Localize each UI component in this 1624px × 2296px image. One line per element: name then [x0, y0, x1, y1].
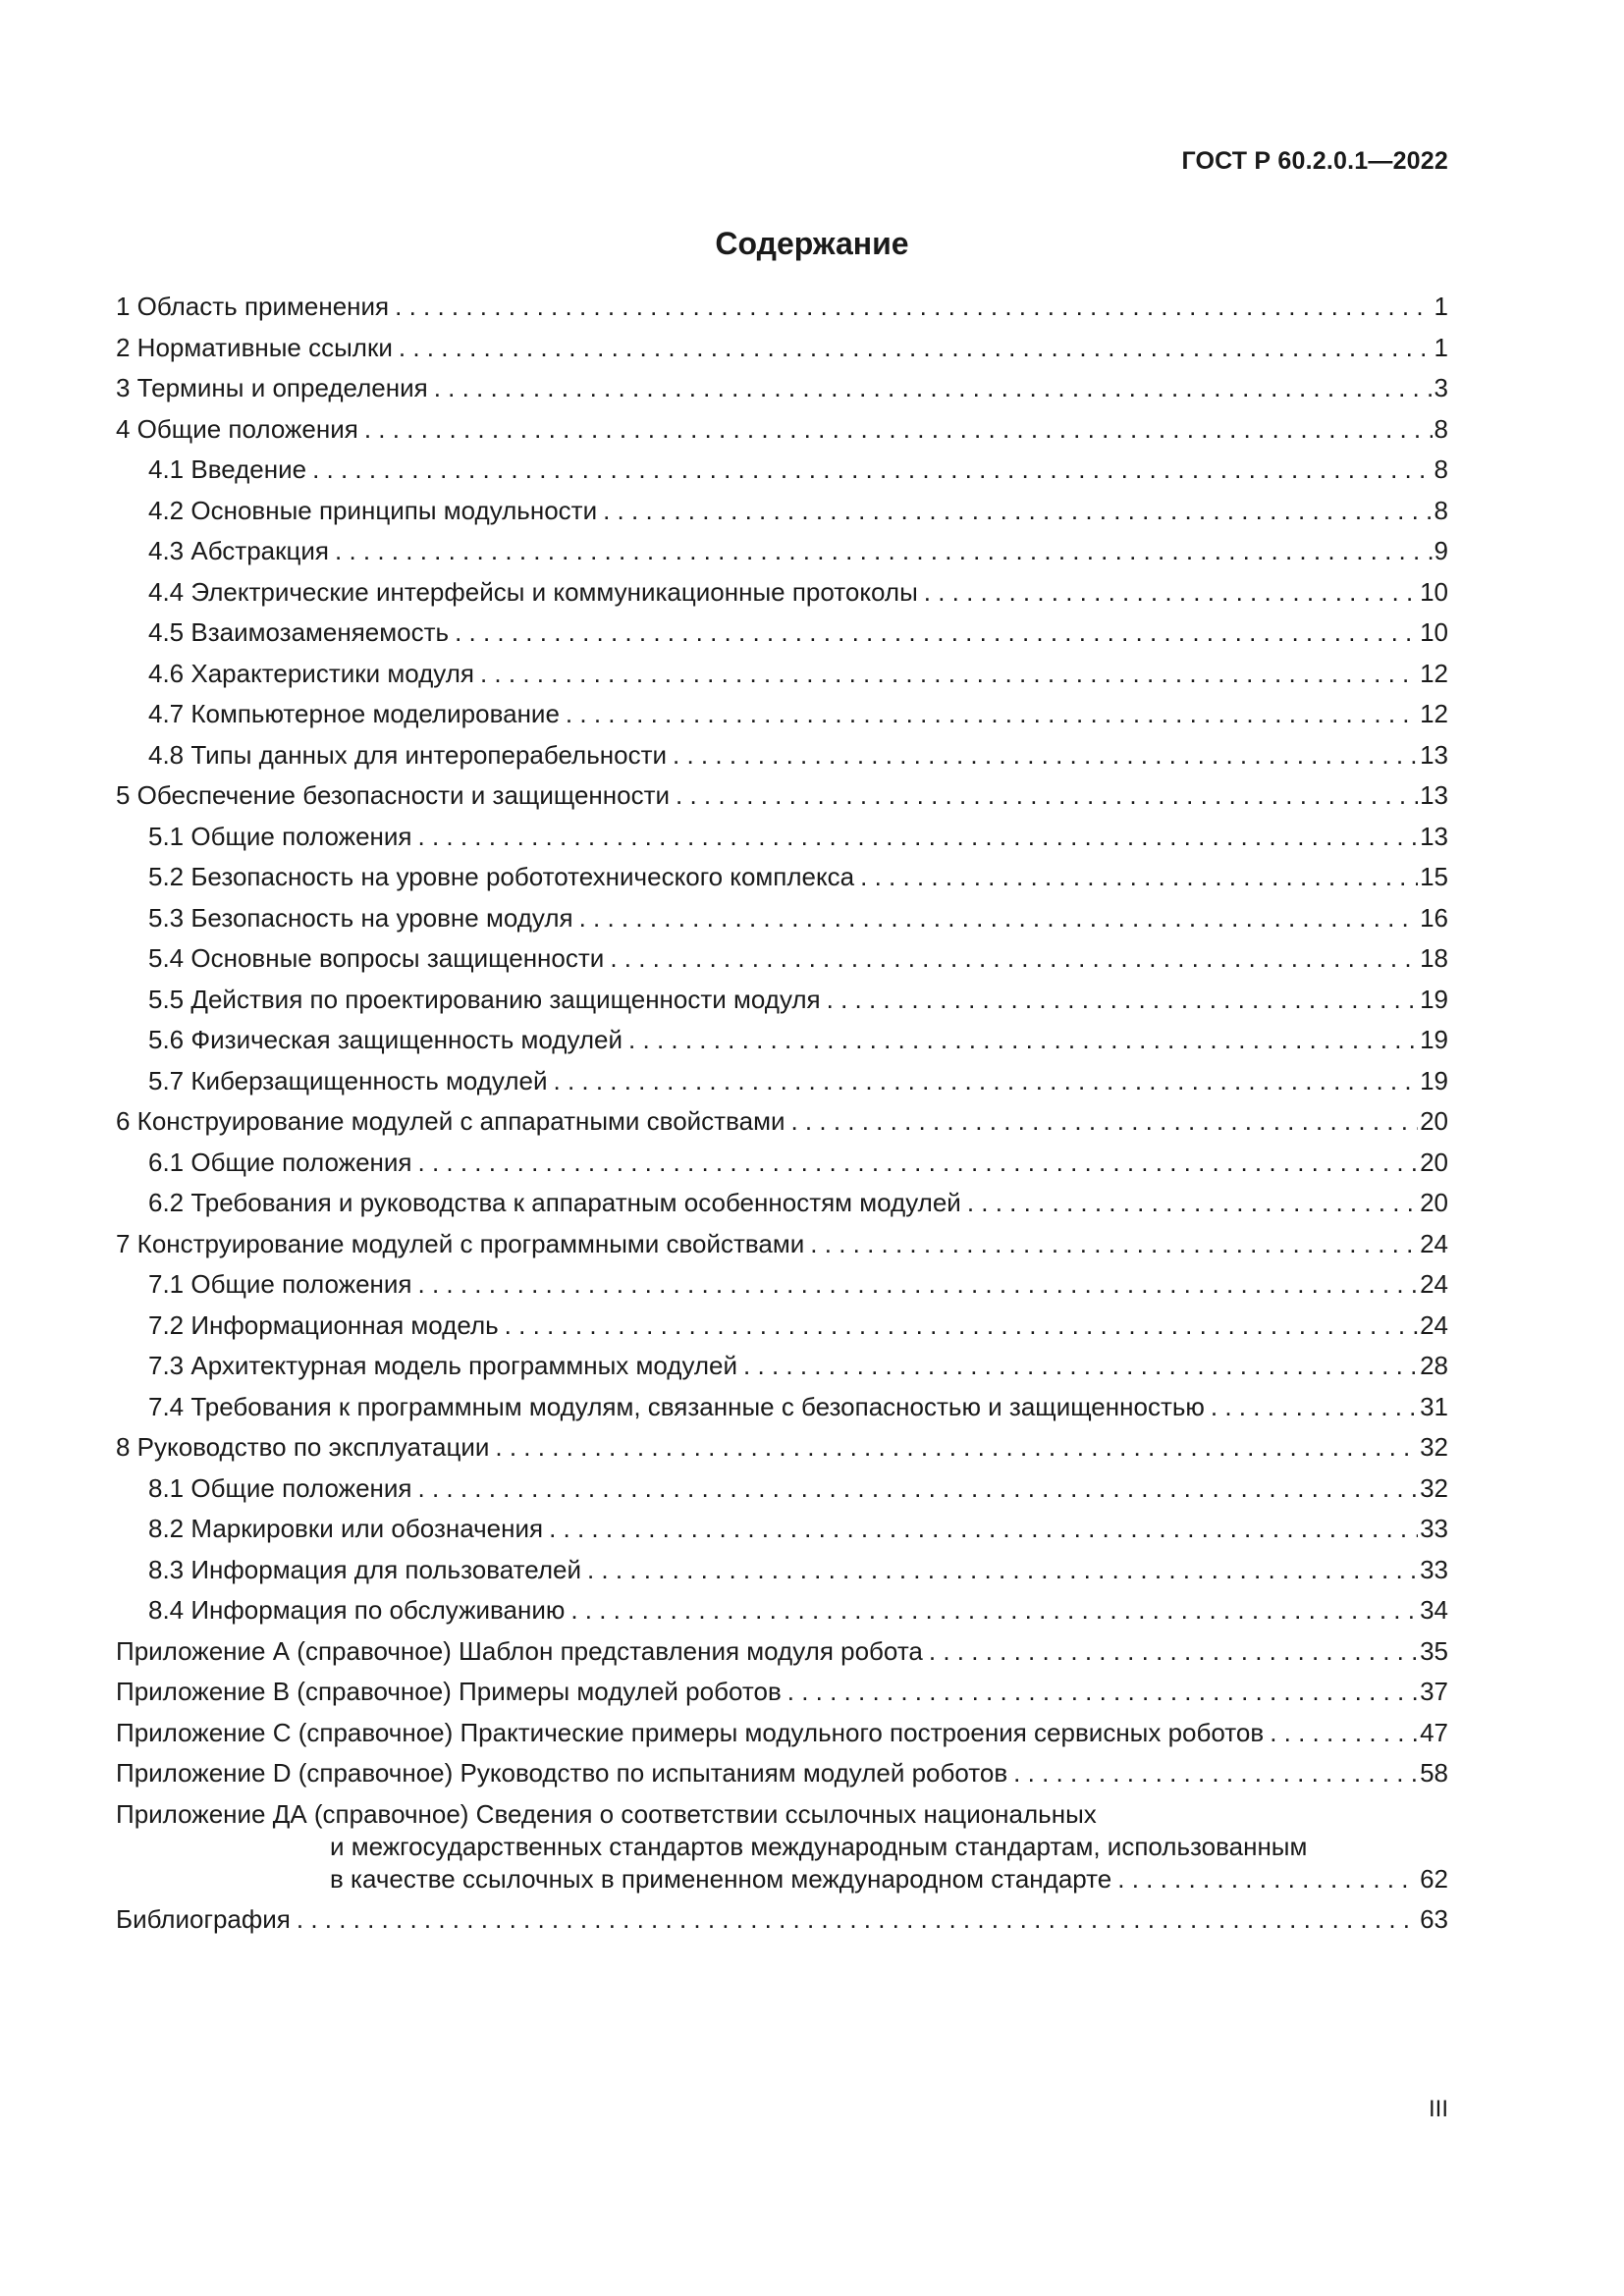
dot-leader — [418, 817, 1419, 858]
dot-leader — [566, 694, 1418, 735]
toc-entry[interactable] — [116, 1346, 1448, 1387]
toc-entry[interactable] — [116, 898, 1448, 939]
toc-entry-text: Приложение В (справочное) Примеры модулей роботов — [116, 1677, 782, 1706]
dot-leader — [810, 1224, 1418, 1265]
dot-leader — [929, 1631, 1418, 1673]
toc-page-number: 34 — [1420, 1595, 1448, 1625]
dot-leader — [827, 980, 1418, 1021]
toc-entry[interactable] — [116, 1143, 1448, 1184]
toc-page-number: 12 — [1420, 699, 1448, 728]
toc-page-number: 13 — [1420, 821, 1448, 851]
dot-leader — [967, 1183, 1418, 1224]
toc-entry-appendix-da[interactable] — [116, 1794, 1448, 1899]
dot-leader — [860, 857, 1418, 898]
toc-entry[interactable] — [116, 613, 1448, 654]
toc-entry[interactable] — [116, 694, 1448, 735]
toc-entry-text: 5.5 Действия по проектированию защищенности модуля — [148, 984, 821, 1014]
toc-entry-text: 6.1 Общие положения — [148, 1147, 412, 1177]
dot-leader — [579, 898, 1418, 939]
toc-page-number: 13 — [1420, 739, 1448, 770]
dot-leader — [1117, 1863, 1418, 1896]
toc-entry-text: 7.3 Архитектурная модель программных модулей — [148, 1351, 738, 1380]
toc-entry[interactable] — [116, 980, 1448, 1021]
dot-leader — [610, 938, 1418, 980]
toc-page-number: 24 — [1420, 1309, 1448, 1340]
toc-entry-text: 7.1 Общие положения — [148, 1269, 412, 1299]
toc-entry[interactable] — [116, 1061, 1448, 1102]
toc-entry-text: и межгосударственных стандартов международным стандартам, использованным — [330, 1831, 1308, 1861]
toc-page-number: 20 — [1420, 1106, 1448, 1136]
dot-leader — [628, 1020, 1418, 1061]
dot-leader — [1013, 1753, 1418, 1794]
toc-page-number: 58 — [1420, 1758, 1448, 1788]
toc-entry-text: 4.7 Компьютерное моделирование — [148, 699, 560, 728]
toc-entry[interactable] — [116, 1550, 1448, 1591]
toc-entry[interactable] — [116, 491, 1448, 532]
dot-leader — [790, 1101, 1418, 1143]
toc-page-number: 33 — [1420, 1554, 1448, 1584]
toc-entry-text: Приложение D (справочное) Руководство по испытаниям модулей роботов — [116, 1758, 1008, 1788]
page-number: III — [1428, 2096, 1448, 2122]
toc-page-number: 32 — [1420, 1432, 1448, 1462]
toc-entry[interactable] — [116, 1183, 1448, 1224]
toc-page-number: 47 — [1420, 1717, 1448, 1747]
dot-leader — [570, 1590, 1418, 1631]
toc-entry-text: 7 Конструирование модулей с программными свойствами — [116, 1228, 805, 1258]
toc-entry[interactable] — [116, 531, 1448, 572]
toc-entry[interactable] — [116, 775, 1448, 817]
dot-leader — [480, 654, 1418, 695]
toc-page-number: 8 — [1434, 413, 1448, 444]
toc-entry-text: 5.3 Безопасность на уровне модуля — [148, 902, 573, 933]
toc-page-number: 63 — [1420, 1903, 1448, 1934]
toc-entry-text: 5.1 Общие положения — [148, 821, 412, 851]
dot-leader — [676, 775, 1418, 817]
dot-leader — [495, 1427, 1418, 1468]
toc-entry-text: 8.2 Маркировки или обозначения — [148, 1514, 544, 1543]
toc-page-number: 19 — [1420, 984, 1448, 1014]
dot-leader — [399, 328, 1433, 369]
toc-entry-text: 6 Конструирование модулей с аппаратными свойствами — [116, 1106, 785, 1136]
dot-leader — [297, 1899, 1418, 1941]
toc-entry-text: 8.1 Общие положения — [148, 1472, 412, 1503]
dot-leader — [312, 450, 1432, 491]
toc-entry-text: Библиография — [116, 1903, 291, 1934]
toc-entry-text: 7.4 Требования к программным модулям, связанные с безопасностью и защищенностью — [148, 1391, 1205, 1421]
toc-entry[interactable] — [116, 450, 1448, 491]
toc-entry-text: Приложение А (справочное) Шаблон представления модуля робота — [116, 1635, 923, 1666]
toc-entry[interactable] — [116, 654, 1448, 695]
toc-entry[interactable] — [116, 328, 1448, 369]
toc-entry-text: 2 Нормативные ссылки — [116, 332, 393, 362]
toc-entry-text: Приложение С (справочное) Практические примеры модульного построения сервисных роботов — [116, 1717, 1265, 1747]
toc-entry[interactable] — [116, 1264, 1448, 1306]
toc-page-number: 1 — [1434, 332, 1448, 362]
toc-entry-text: 5 Обеспечение безопасности и защищенности — [116, 780, 671, 810]
toc-entry-text: в качестве ссылочных в примененном международном стандарте — [330, 1863, 1112, 1894]
dot-leader — [1211, 1387, 1418, 1428]
dot-leader — [924, 572, 1418, 614]
toc-page-number: 31 — [1420, 1391, 1448, 1421]
toc-page-number: 8 — [1434, 495, 1448, 525]
toc-page-number: 33 — [1420, 1514, 1448, 1543]
toc-entry[interactable] — [116, 1020, 1448, 1061]
toc-entry-text: 4 Общие положения — [116, 413, 358, 444]
dot-leader — [587, 1550, 1418, 1591]
toc-page-number: 1 — [1434, 292, 1448, 321]
toc-page-number: 32 — [1420, 1472, 1448, 1503]
toc-page-number: 28 — [1420, 1351, 1448, 1380]
toc-entry-text: 5.6 Физическая защищенность модулей — [148, 1025, 623, 1054]
dot-leader — [743, 1346, 1418, 1387]
dot-leader — [395, 287, 1432, 328]
toc-entry[interactable] — [116, 1631, 1448, 1673]
dot-leader — [418, 1468, 1419, 1510]
toc-entry-text: 1 Область применения — [116, 292, 390, 321]
toc-entry-text: 5.2 Безопасность на уровне робототехнического комплекса — [148, 862, 855, 891]
toc-page-number: 10 — [1420, 576, 1448, 607]
toc-entry[interactable] — [116, 1101, 1448, 1143]
toc-page-number: 20 — [1420, 1147, 1448, 1177]
toc-page-number: 3 — [1434, 373, 1448, 402]
dot-leader — [603, 491, 1432, 532]
toc-entry-text: 4.4 Электрические интерфейсы и коммуникационные протоколы — [148, 576, 918, 607]
toc-entry[interactable] — [116, 857, 1448, 898]
toc-entry-text: 7.2 Информационная модель — [148, 1309, 499, 1340]
toc-entry-text: 8.4 Информация по обслуживанию — [148, 1595, 566, 1625]
dot-leader — [1270, 1713, 1418, 1754]
toc-entry[interactable] — [116, 1713, 1448, 1754]
toc-entry[interactable] — [116, 1590, 1448, 1631]
toc-page-number: 13 — [1420, 780, 1448, 810]
toc-entry-text: 4.3 Абстракция — [148, 536, 330, 565]
toc-entry[interactable] — [116, 1306, 1448, 1347]
toc-title: Содержание — [715, 226, 909, 261]
dot-leader — [455, 613, 1418, 654]
dot-leader — [418, 1143, 1419, 1184]
dot-leader — [673, 735, 1418, 776]
toc-page-number: 12 — [1420, 658, 1448, 688]
toc-entry-text: 8.3 Информация для пользователей — [148, 1554, 581, 1584]
toc-entry[interactable] — [116, 1427, 1448, 1468]
toc-page-number: 37 — [1420, 1677, 1448, 1706]
dot-leader — [554, 1061, 1419, 1102]
toc-entry[interactable] — [116, 572, 1448, 614]
toc-entry[interactable] — [116, 938, 1448, 980]
dot-leader — [364, 409, 1433, 451]
toc-entry[interactable] — [116, 817, 1448, 858]
toc-page-number: 15 — [1420, 862, 1448, 891]
toc-entry-bibliography[interactable] — [116, 1899, 1448, 1941]
toc-page-number: 35 — [1420, 1635, 1448, 1666]
toc-page-number: 20 — [1420, 1188, 1448, 1217]
toc-entry-text: 6.2 Требования и руководства к аппаратным особенностям модулей — [148, 1188, 961, 1217]
toc-entry[interactable] — [116, 1387, 1448, 1428]
dot-leader — [787, 1672, 1418, 1713]
dot-leader — [335, 531, 1433, 572]
toc-entry[interactable] — [116, 368, 1448, 409]
toc-entry-text: 4.8 Типы данных для интероперабельности — [148, 739, 668, 770]
toc-entry[interactable] — [116, 287, 1448, 328]
toc-entry-text: Приложение ДА (справочное) Сведения о соответствии ссылочных национальных — [116, 1798, 1097, 1829]
toc-page-number: 18 — [1420, 943, 1448, 973]
toc-page-number: 62 — [1420, 1863, 1448, 1894]
dot-leader — [434, 368, 1433, 409]
toc-entry-text: 4.1 Введение — [148, 454, 307, 484]
toc-page-number: 10 — [1420, 617, 1448, 647]
toc-entry[interactable] — [116, 1468, 1448, 1510]
dot-leader — [549, 1509, 1418, 1550]
toc-page-number: 8 — [1434, 454, 1448, 484]
toc-entry[interactable] — [116, 409, 1448, 451]
toc-entry[interactable] — [116, 1753, 1448, 1794]
toc-entry[interactable] — [116, 1672, 1448, 1713]
toc-entry-text: 4.5 Взаимозаменяемость — [148, 617, 450, 647]
toc-page-number: 24 — [1420, 1269, 1448, 1299]
toc-entry-text: 4.6 Характеристики модуля — [148, 658, 474, 688]
toc-entry[interactable] — [116, 1509, 1448, 1550]
dot-leader — [418, 1264, 1419, 1306]
toc-page-number: 9 — [1434, 536, 1448, 565]
toc-entry-text: 5.4 Основные вопросы защищенности — [148, 943, 605, 973]
toc-entry[interactable] — [116, 1224, 1448, 1265]
toc-entry-text: 3 Термины и определения — [116, 373, 428, 402]
table-of-contents — [116, 287, 1448, 1940]
toc-entry-text: 8 Руководство по эксплуатации — [116, 1432, 490, 1462]
toc-entry-text: 4.2 Основные принципы модульности — [148, 495, 598, 525]
toc-page-number: 16 — [1420, 902, 1448, 933]
document-code: ГОСТ Р 60.2.0.1—2022 — [1181, 147, 1448, 175]
dot-leader — [505, 1306, 1418, 1347]
toc-page-number: 19 — [1420, 1065, 1448, 1095]
toc-page-number: 19 — [1420, 1025, 1448, 1054]
toc-entry[interactable] — [116, 735, 1448, 776]
toc-page-number: 24 — [1420, 1228, 1448, 1258]
toc-entry-text: 5.7 Киберзащищенность модулей — [148, 1065, 548, 1095]
